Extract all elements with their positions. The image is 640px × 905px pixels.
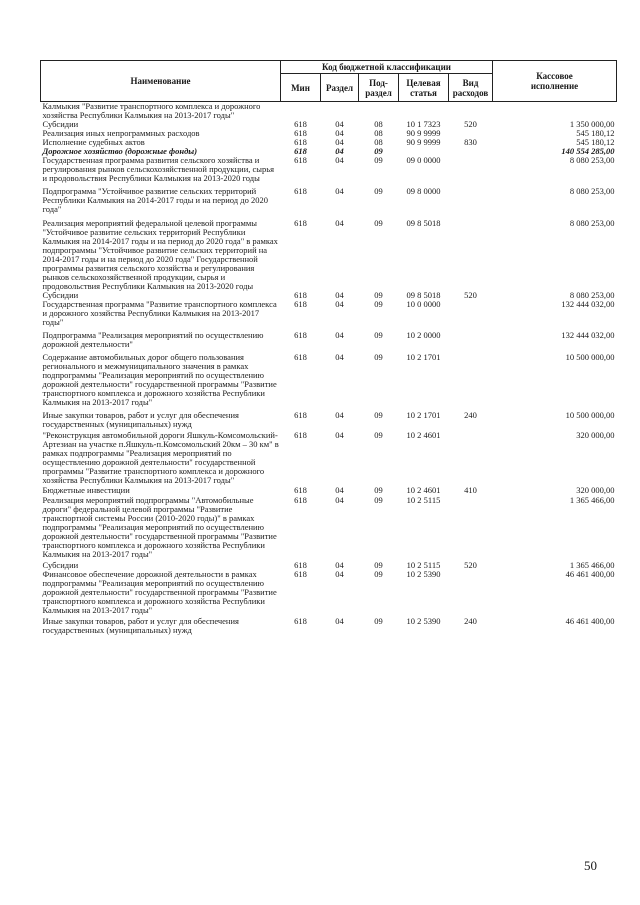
table-row [41,570,617,615]
row-target: 10 2 5115 [406,495,441,505]
row-expense-type [449,156,493,183]
table-row [41,300,617,327]
row-subsection: 08 [374,128,383,138]
row-subsection [359,102,399,121]
row-min: 618 [294,352,307,362]
row-section: 04 [335,410,344,420]
budget-table [40,60,617,635]
header-target: Целевая статья [399,74,449,102]
row-subsection: 09 [374,485,383,495]
row-amount: 320 000,00 [576,485,615,495]
header-min: Мин [281,74,321,102]
row-min: 618 [294,430,307,440]
table-row [41,429,617,485]
table-row [41,615,617,635]
row-expense-type [449,495,493,559]
row-target: 09 8 5018 [406,218,441,228]
row-amount: 10 500 000,00 [565,352,615,362]
row-amount: 10 500 000,00 [565,410,615,420]
row-min: 618 [294,128,307,138]
row-expense-type: 240 [464,616,477,626]
row-section: 04 [335,430,344,440]
row-amount: 320 000,00 [576,430,615,440]
row-target: 10 2 1701 [406,410,441,420]
table-header [41,61,617,102]
row-subsection: 09 [374,330,383,340]
row-min: 618 [294,330,307,340]
row-name: "Реконструкция автомобильной дороги Яшкуль-Комсомольский-Артезиан на участке п.Яшкуль-п.Комсомольский 20км – 30 км" в рамках подпрограммы "Реализация мероприятий по осуществлению дорожной деятельности" государственной программы "Развитие транспортного комплекса и дорожного хозяйства Республики Калмыкия на 2013-2017 годы" [42,430,279,485]
row-name: Реализация мероприятий федеральной целевой программы "Устойчивое развитие сельских территорий Республики Калмыкия на 2014-2017 годы и на период до 2020 года" в рамках подпрограммы "Устойчивое развитие сельских территорий на 2014-2017 годы и на период до 2020 года" Государственной программы развития сельского хозяйства и регулирования рынков сельскохозяйственной продукции, сырья и продовольствия Республики Калмыкия на 2013-2020 годы [42,218,278,291]
row-min: 618 [294,155,307,165]
row-name: Государственная программа "Развитие транспортного комплекса и дорожного хозяйства Республики Калмыкия на 2013-2017 годы" [42,299,277,327]
row-subsection: 09 [374,299,383,309]
row-subsection: 08 [374,137,383,147]
row-amount: 8 080 253,00 [569,218,615,228]
row-amount: 8 080 253,00 [569,155,615,165]
row-name: Субсидии [42,560,79,570]
table-row [41,214,617,291]
row-section: 04 [335,290,344,300]
row-name: Дорожное хозяйство (дорожные фонды) [42,146,198,156]
table-row [41,102,617,121]
table-row [41,183,617,214]
row-amount: 8 080 253,00 [569,186,615,196]
header-section: Раздел [321,74,359,102]
row-expense-type [449,570,493,615]
row-name: Финансовое обеспечение дорожной деятельности в рамках подпрограммы "Реализация мероприятий по осуществлению дорожной деятельности" государственной программы "Развитие транспортного комплекса и дорожного хозяйства Республики Калмыкия на 2013-2017 годы" [42,569,277,615]
row-target [399,102,449,121]
row-amount: 132 444 032,00 [561,299,615,309]
table-row [41,349,617,407]
row-subsection: 09 [374,218,383,228]
header-cash-execution: Кассовое исполнение [493,61,617,102]
row-target: 10 2 5115 [406,560,441,570]
row-target: 09 0 0000 [406,155,441,165]
row-subsection: 08 [374,119,383,129]
row-target: 10 2 1701 [406,352,441,362]
row-expense-type [449,183,493,214]
row-min: 618 [294,137,307,147]
row-name: Иные закупки товаров, работ и услуг для обеспечения государственных (муниципальных) нужд [42,616,239,635]
row-expense-type [449,147,493,156]
row-target: 10 2 5390 [406,616,441,626]
header-classification-group: Код бюджетной классификации [281,61,493,74]
row-expense-type [449,214,493,291]
row-section: 04 [335,616,344,626]
row-amount: 140 554 285,00 [561,146,615,156]
row-min: 618 [294,119,307,129]
row-target: 10 2 5390 [406,569,441,579]
row-target: 10 2 4601 [406,430,441,440]
row-section: 04 [335,137,344,147]
row-subsection: 09 [374,352,383,362]
row-name: Государственная программа развития сельского хозяйства и регулирования рынков сельскохозяйственной продукции, сырья и продовольствия Республики Калмыкия на 2013-2020 годы [42,155,275,183]
row-subsection: 09 [374,155,383,165]
row-name: Реализация иных непрограммных расходов [42,128,200,138]
row-amount: 545 180,12 [576,128,615,138]
row-name: Подпрограмма "Устойчивое развитие сельских территорий Республики Калмыкия на 2014-2017 годы и на период до 2020 года" [42,186,268,214]
table-row [41,495,617,559]
row-expense-type: 520 [464,290,477,300]
table-body [41,102,617,636]
row-name: Подпрограмма "Реализация мероприятий по осуществлению дорожной деятельности" [42,330,264,349]
row-expense-type [449,349,493,407]
row-min: 618 [294,186,307,196]
row-section [321,102,359,121]
row-subsection: 09 [374,186,383,196]
row-min: 618 [294,218,307,228]
table-row [41,156,617,183]
row-amount [493,102,617,121]
row-name: Реализация мероприятий подпрограммы "Автомобильные дороги" федеральной целевой программы "Развитие транспортной системы России (2010-2020 годы)" в рамках подпрограммы "Реализация мероприятий по осуществлению дорожной деятельности" государственной программы "Развитие транспортного комплекса и дорожного хозяйства Республики Калмыкия на 2013-2017 годы" [42,495,277,559]
row-target: 10 0 0000 [406,299,441,309]
row-name: Содержание автомобильных дорог общего пользования регионального и межмуниципального значения в рамках подпрограммы "Реализация мероприятий по осуществлению дорожной деятельности" государственной программы "Развитие транспортного комплекса и дорожного хозяйства Республики Калмыкия на 2013-2017 годы" [42,352,277,407]
row-subsection: 09 [374,430,383,440]
row-subsection: 09 [374,560,383,570]
row-amount: 46 461 400,00 [565,569,615,579]
row-target: 09 8 0000 [406,186,441,196]
row-name: Калмыкия "Развитие транспортного комплекса и дорожного хозяйства Республики Калмыкия на 2013-2017 годы" [42,101,261,120]
row-min: 618 [294,569,307,579]
row-section: 04 [335,485,344,495]
header-subsection: Под- раздел [359,74,399,102]
row-min: 618 [294,616,307,626]
row-expense-type [449,300,493,327]
row-subsection: 09 [374,290,383,300]
row-subsection: 09 [374,569,383,579]
row-name: Субсидии [42,119,79,129]
row-section: 04 [335,560,344,570]
row-section: 04 [335,495,344,505]
header-expense-type: Вид расходов [449,74,493,102]
row-section: 04 [335,352,344,362]
row-amount: 1 350 000,00 [569,119,615,129]
row-amount: 1 365 466,00 [569,495,615,505]
row-amount: 46 461 400,00 [565,616,615,626]
row-min: 618 [294,485,307,495]
row-section: 04 [335,330,344,340]
row-amount: 1 365 466,00 [569,560,615,570]
table-row [41,327,617,349]
table-row [41,485,617,495]
row-min: 618 [294,290,307,300]
row-section: 04 [335,119,344,129]
row-min: 618 [294,410,307,420]
row-amount: 132 444 032,00 [561,330,615,340]
row-subsection: 09 [374,495,383,505]
row-section: 04 [335,155,344,165]
row-name: Исполнение судебных актов [42,137,145,147]
row-name: Бюджетные инвестиции [42,485,130,495]
row-target: 10 2 0000 [406,330,441,340]
row-expense-type: 410 [464,485,477,495]
row-section: 04 [335,186,344,196]
row-subsection: 09 [374,616,383,626]
row-section: 04 [335,569,344,579]
row-min: 618 [294,299,307,309]
row-expense-type: 830 [464,137,477,147]
row-expense-type: 520 [464,119,477,129]
row-target: 10 2 4601 [406,485,441,495]
row-name: Иные закупки товаров, работ и услуг для обеспечения государственных (муниципальных) нужд [42,410,239,429]
row-amount: 8 080 253,00 [569,290,615,300]
row-min: 618 [294,495,307,505]
row-section: 04 [335,128,344,138]
row-expense-type [449,327,493,349]
row-target: 90 9 9999 [406,137,441,147]
row-subsection: 09 [374,146,383,156]
row-section: 04 [335,218,344,228]
row-expense-type: 520 [464,560,477,570]
row-min: 618 [294,560,307,570]
row-section: 04 [335,299,344,309]
row-subsection: 09 [374,410,383,420]
row-target: 09 8 5018 [406,290,441,300]
page-number: 50 [584,858,597,873]
row-section: 04 [335,146,344,156]
row-expense-type [449,429,493,485]
row-min: 618 [294,146,307,156]
row-name: Субсидии [42,290,79,300]
header-name: Наименование [41,61,281,102]
row-expense-type: 240 [464,410,477,420]
row-target: 10 1 7323 [406,119,441,129]
table-row [41,407,617,429]
row-min [281,102,321,121]
row-target: 90 9 9999 [406,128,441,138]
row-amount: 545 180,12 [576,137,615,147]
row-expense-type [449,102,493,121]
